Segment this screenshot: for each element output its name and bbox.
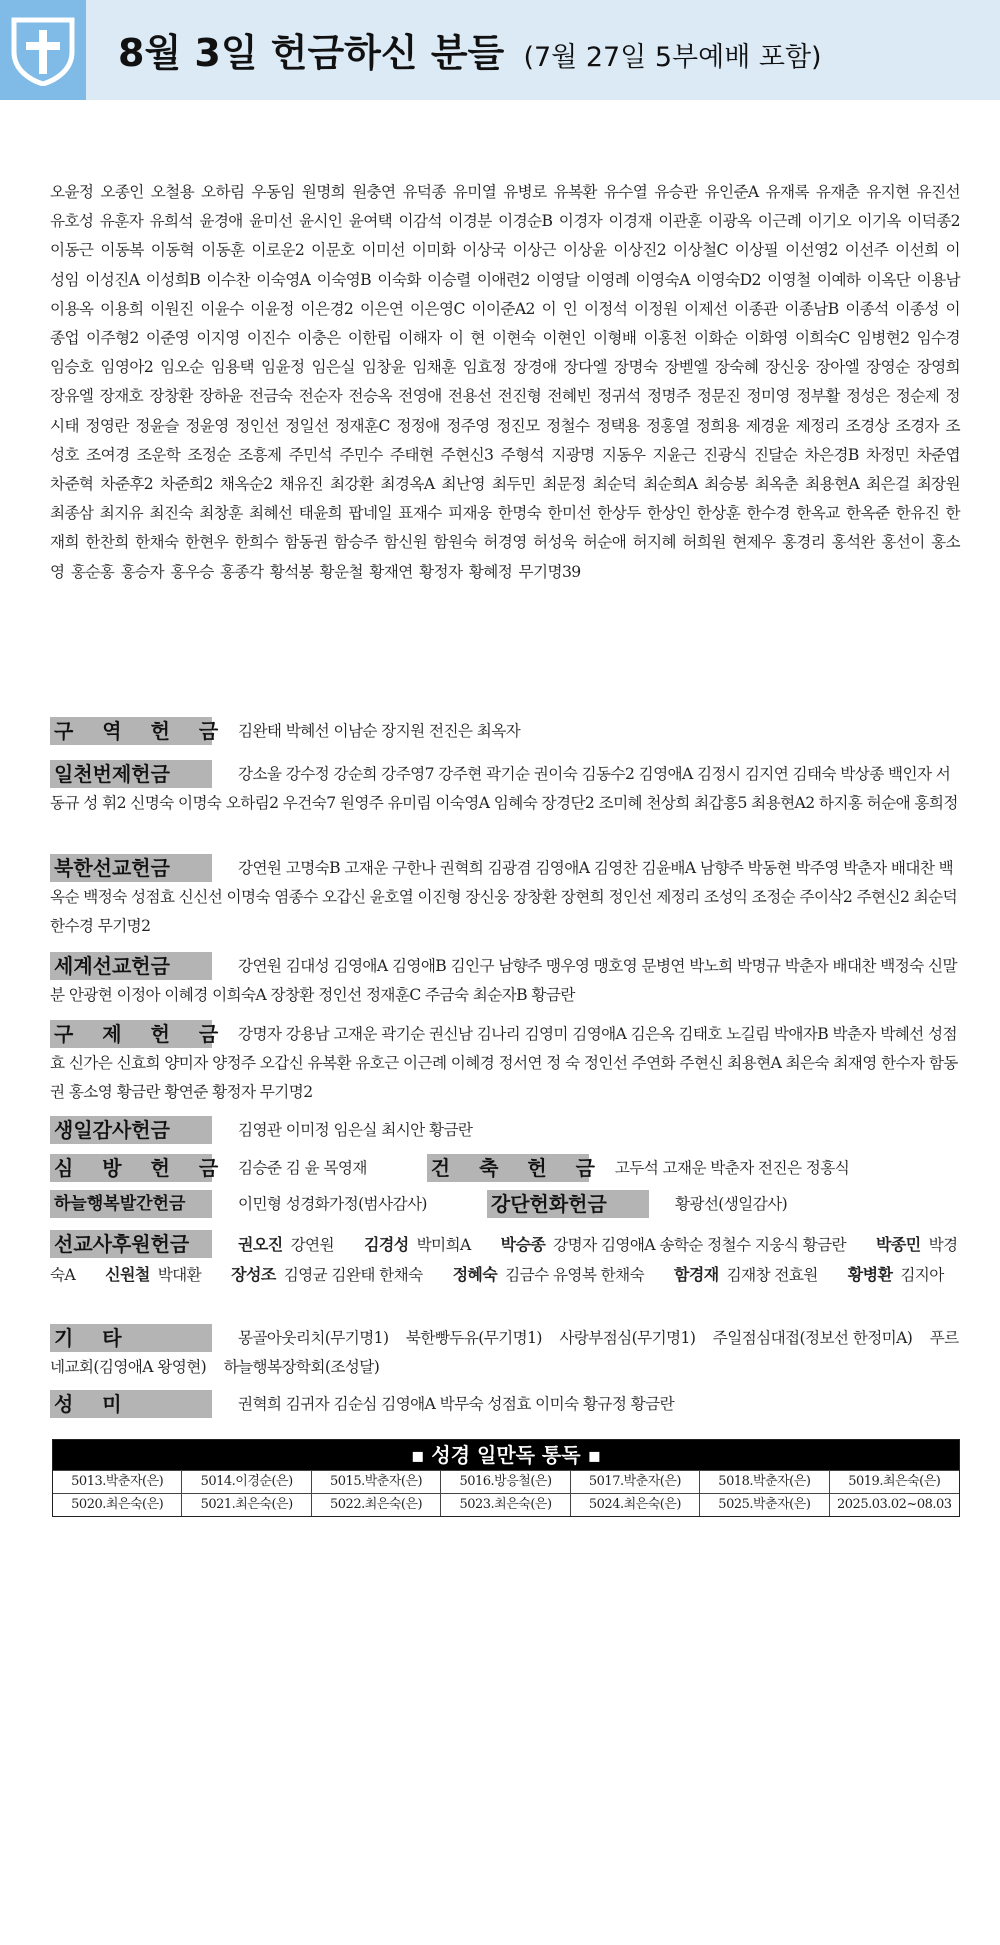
supporter-names: 김영균 김완태 한채숙	[283, 1266, 423, 1285]
category-names: 김완태 박혜선 이남순 장지원 전진은 최옥자	[238, 722, 521, 740]
bible-reading-grid	[53, 1470, 959, 1516]
category-names: 강명자 강용남 고재운 곽기순 권신남 김나리 김영미 김영애A 김은옥 김태호 노길림 박애자B 박춘자 박혜선 성점효 신가은 신효희 양미자 양정주 오갑신 유복환 유호근 이근례 이혜경 정서연 정 숙 정인선 주연화 주현신 최용현A 최은숙 최재영 한수자 함동권 홍소영 황금란 황연준 황정자 무기명2	[50, 1025, 958, 1102]
title-main: 8월 3일 헌금하신 분들	[118, 31, 505, 75]
missionary-name: 정혜숙	[452, 1265, 498, 1285]
category-label: 세계선교헌금	[50, 952, 212, 980]
category-label: 구 제 헌 금	[50, 1020, 212, 1048]
reading-cell: 5020.최은숙(은)	[53, 1493, 182, 1516]
category-ilcheon	[50, 760, 960, 818]
page-title	[118, 22, 822, 77]
category-names: 강소울 강수정 강순희 강주영7 강주현 곽기순 권이숙 김동수2 김영애A 김정시 김지연 김태숙 박상종 백인자 서동규 성 휘2 신명숙 이명숙 오하림2 우건숙7 원영주 유미림 이숙영A 임혜숙 장경단2 조미혜 천상희 최갑흥5 최용현A2 하지홍 허순애 홍희정	[50, 765, 958, 813]
reading-cell: 5017.박춘자(은)	[571, 1470, 700, 1493]
bible-reading-table	[52, 1439, 960, 1517]
reading-cell: 5015.박춘자(은)	[312, 1470, 441, 1493]
missionary-name: 신원철	[105, 1265, 150, 1285]
church-logo	[0, 0, 86, 100]
supporter-names: 박대환	[157, 1266, 202, 1285]
missionary-name: 장성조	[231, 1265, 276, 1285]
category-label: 북한선교헌금	[50, 854, 212, 882]
reading-cell: 5024.최은숙(은)	[571, 1493, 700, 1516]
supporter-names: 강명자 김영애A 송학순 정철수 지웅식 황금란	[553, 1236, 846, 1254]
reading-cell: 5025.박춘자(은)	[700, 1493, 829, 1516]
category-other	[50, 1324, 960, 1382]
supporter-names: 김재창 전효원	[726, 1266, 818, 1285]
category-missionary	[50, 1230, 960, 1290]
category-world-mission	[50, 952, 960, 1010]
supporter-names: 박경숙A	[50, 1236, 958, 1285]
category-names: 김영관 이미정 임은실 최시안 황금란	[238, 1121, 473, 1139]
category-names: 강연원 김대성 김영애A 김영애B 김인구 남향주 맹우영 맹호영 문병연 박노희 박명규 박춘자 배대찬 백정숙 신말분 안광현 이정아 이혜경 이희숙A 장창환 정인선 정재훈C 주금숙 최순자B 황금란	[50, 957, 957, 1005]
category-names: 고두석 고재운 박춘자 전진은 정홍식	[614, 1159, 850, 1177]
category-label: 선교사후원헌금	[50, 1230, 212, 1258]
category-label: 기 타	[50, 1324, 212, 1352]
category-label: 건 축 헌 금	[427, 1154, 589, 1182]
title-sub: (7월 27일 5부예배 포함)	[523, 42, 822, 73]
reading-cell: 5013.박춘자(은)	[53, 1470, 182, 1493]
missionary-name: 박승종	[500, 1235, 546, 1254]
category-names: 이민형 성경화가정(범사감사)	[238, 1195, 427, 1213]
reading-cell: 5018.박춘자(은)	[700, 1470, 829, 1493]
missionary-name: 박종민	[876, 1235, 921, 1254]
category-label: 생일감사헌금	[50, 1116, 212, 1144]
category-nk-mission	[50, 854, 960, 942]
supporter-names: 강연원	[290, 1236, 334, 1254]
category-label: 하늘행복발간헌금	[50, 1190, 212, 1218]
reading-period: 2025.03.02~08.03	[830, 1493, 959, 1516]
category-gift	[50, 1390, 960, 1419]
category-blessing-flower	[50, 1190, 960, 1219]
missionary-name: 권오진	[238, 1235, 283, 1254]
category-region	[50, 717, 960, 746]
general-donor-list: 오윤정 오종인 오철용 오하림 우동임 원명희 원충연 유덕종 유미열 유병로 유복환 유수열 유승관 유인준A 유재록 유재춘 유지현 유진선 유호성 유훈자 유희석 윤경애 윤미선 윤시인 윤여택 이감석 이경분 이경순B 이경자 이경재 이관훈 이광옥 이근례 이기오 이기옥 이덕종2 이동근 이동복 이동혁 이동훈 이로운2 이문호 이미선 이미화 이상국 이상근 이상윤 이상진2 이상철C 이상필 이선영2 이선주 이선희 이성임 이성진A 이성희B 이수찬 이숙영A 이숙영B 이숙화 이승렬 이애련2 이영달 이영례 이영숙A 이영숙D2 이영철 이예하 이옥단 이용남 이용옥 이용희 이원진 이윤수 이윤정 이은경2 이은연 이은영C 이이준A2 이 인 이정석 이정원 이제선 이종관 이종남B 이종석 이종성 이종업 이주형2 이준영 이지영 이진수 이충은 이한립 이해자 이 현 이현숙 이현인 이형배 이홍천 이화순 이화영 이희숙C 임병현2 임수경 임승호 임영아2 임오순 임용택 임윤정 임은실 임창윤 임채훈 임효정 장경애 장다엘 장명숙 장벧엘 장숙혜 장신웅 장아엘 장영순 장영희 장유엘 장재호 장창환 장하윤 전금숙 전순자 전승옥 전영애 전용선 전진형 전혜빈 정귀석 정명주 정문진 정미영 정부활 정성은 정순제 정시태 정영란 정윤슬 정윤영 정인선 정일선 정재훈C 정정애 정주영 정진모 정철수 정택용 정홍열 정희용 제경윤 제정리 조경상 조경자 조성호 조여경 조운학 조정순 조흥제 주민석 주민수 주태현 주현신3 주형석 지광명 지동우 지윤근 진광식 진달순 차은경B 차정민 차준엽 차준혁 차준후2 차준희2 채옥순2 채유진 최강환 최경옥A 최난영 최두민 최문정 최순덕 최순희A 최승봉 최옥춘 최용현A 최은걸 최장원 최종삼 최지유 최진숙 최창훈 최혜선 태윤희 팝네일 표재수 피재웅 한명숙 한미선 한상두 한상인 한상훈 한수경 한옥교 한옥준 한유진 한재희 한찬희 한채숙 한현우 한희수 함동권 함승주 함신원 함원숙 허경영 허성욱 허순애 허지혜 허희원 현제우 홍경리 홍석완 홍선이 홍소영 홍순홍 홍승자 홍우승 홍종각 황석봉 황운철 황재연 황정자 황혜정 무기명39	[50, 183, 960, 581]
category-visit-building	[50, 1154, 960, 1183]
category-names: 권혁희 김귀자 김순심 김영애A 박무숙 성점효 이미숙 황규정 황금란	[238, 1395, 675, 1413]
category-flower	[487, 1190, 787, 1219]
reading-cell: 5023.최은숙(은)	[441, 1493, 570, 1516]
category-building	[427, 1154, 849, 1183]
reading-cell: 5016.방응철(은)	[441, 1470, 570, 1493]
category-relief	[50, 1020, 960, 1108]
supporter-names: 박미희A	[416, 1236, 471, 1254]
category-label: 심 방 헌 금	[50, 1154, 212, 1182]
category-label: 강단헌화헌금	[487, 1190, 649, 1218]
missionary-name: 함경재	[674, 1265, 719, 1285]
category-names: 강연원 고명숙B 고재운 구한나 권혁희 김광겸 김영애A 김영찬 김윤배A 남향주 박동현 박주영 박춘자 배대찬 백옥순 백정숙 성점효 신신선 이명숙 염종수 오갑신 윤호열 이진형 장신웅 장창환 장현희 정인선 제정리 조성익 조정순 주이삭2 주현신2 최순덕 한수경 무기명2	[50, 859, 958, 936]
bible-reading-title: ▪ 성경 일만독 통독 ▪	[53, 1440, 959, 1470]
cross-shield-icon	[8, 14, 78, 86]
category-label: 일천번제헌금	[50, 760, 212, 788]
missionary-name: 황병환	[847, 1265, 893, 1285]
category-label: 성 미	[50, 1390, 212, 1418]
reading-cell: 5021.최은숙(은)	[182, 1493, 311, 1516]
reading-cell: 5019.최은숙(은)	[830, 1470, 959, 1493]
category-names: 김승준 김 윤 목영재	[238, 1159, 367, 1177]
category-names: 몽골아웃리치(무기명1) 북한빵두유(무기명1) 사랑부점심(무기명1) 주일점심대접(정보선 한정미A) 푸르네교회(김영애A 왕영현) 하늘행복장학회(조성달)	[50, 1329, 959, 1377]
page-header	[0, 0, 1000, 100]
category-names: 황광선(생일감사)	[674, 1195, 788, 1213]
reading-cell: 5014.이경순(은)	[182, 1470, 311, 1493]
supporter-names: 김금수 유영복 한채숙	[505, 1266, 645, 1285]
missionary-name: 김경성	[363, 1235, 409, 1254]
category-label: 구 역 헌 금	[50, 717, 212, 745]
reading-cell: 5022.최은숙(은)	[312, 1493, 441, 1516]
supporter-names: 김지아	[900, 1266, 944, 1285]
category-birthday	[50, 1116, 960, 1145]
